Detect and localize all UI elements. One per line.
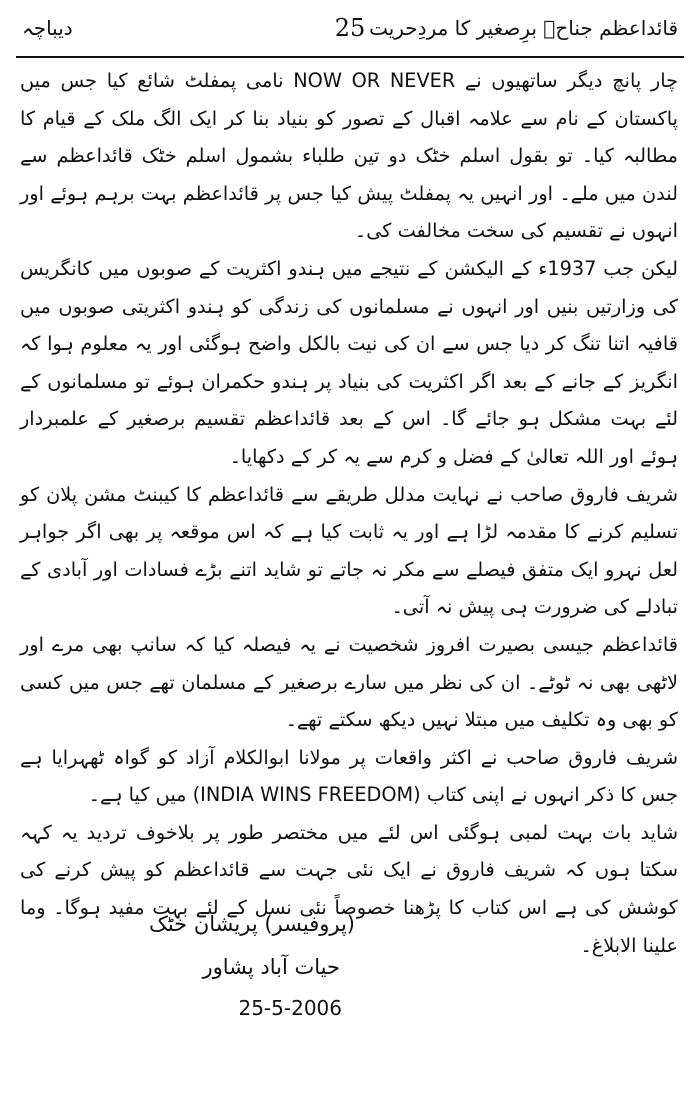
signature-place: حیات آباد پشاور bbox=[202, 955, 340, 979]
signature-date: 25-5-2006 bbox=[238, 996, 342, 1020]
paragraph: شریف فاروق صاحب نے اکثر واقعات پر مولانا ابوالکلام آزاد کو گواہ ٹھہرایا ہے جس کا ذکر انہوں نے اپنی کتاب (INDIA WINS FREEDOM) میں کیا ہے۔ bbox=[20, 745, 678, 807]
paragraph: شریف فاروق صاحب نے نہایت مدلل طریقے سے قائداعظم کا کیبنٹ مشن پلان کو تسلیم کرنے کا مقدمہ لڑا ہے اور یہ ثابت کیا ہے کہ اس موقعہ پر بھی اگر جواہر لعل نہرو ایک متفق فیصلے سے مکر نہ جاتے تو شاید اتنے بڑے فسادات اور آبادی کے تبادلے کی ضرورت ہی پیش نہ آتی۔ bbox=[20, 482, 678, 619]
book-title: قائداعظم جناحؒ برِصغیر کا مردِحریت bbox=[369, 16, 678, 40]
paragraph: لیکن جب 1937ء کے الیکشن کے نتیجے میں ہندو اکثریت کے صوبوں میں کانگریس کی وزارتیں بنیں اور انہوں نے مسلمانوں کی زندگی کو ہندو اکثریتی صوبوں میں قافیہ اتنا تنگ کر دیا جس سے ان کی نیت بالکل واضح ہوگئی اور یہ معلوم ہوا کہ انگریز کے جانے کے بعد اگر اکثریت کی بنیاد پر ہندو حکمران ہوئے تو مسلمانوں کے لئے بہت مشکل ہو جائے گا۔ اس کے بعد قائداعظم تقسیم برصغیر کے علمبردار ہوئے اور اللہ تعالیٰ کے فضل و کرم سے یہ کر کے دکھایا۔ bbox=[20, 256, 678, 468]
body-text bbox=[20, 62, 678, 964]
header-rule bbox=[16, 56, 684, 58]
paragraph: قائداعظم جیسی بصیرت افروز شخصیت نے یہ فیصلہ کیا کہ سانپ بھی مرے اور لاٹھی بھی نہ ٹوٹے۔ ان کی نظر میں سارے برصغیر کے مسلمان تھے جس میں کسی کو بھی وہ تکلیف میں مبتلا نہیں دیکھ سکتے تھے۔ bbox=[20, 632, 678, 732]
paragraph: چار پانچ دیگر ساتھیوں نے NOW OR NEVER نامی پمفلٹ شائع کیا جس میں پاکستان کے نام سے علامہ اقبال کے تصور کو بنیاد بنا کر ایک الگ ملک کے قیام کا مطالبہ کیا۔ تو بقول اسلم خٹک دو تین طلباء بشمول اسلم خٹک قائداعظم سے لندن میں ملے۔ اور انہیں یہ پمفلٹ پیش کیا جس پر قائداعظم بہت برہم ہوئے اور انہوں نے تقسیم کی سخت مخالفت کی۔ bbox=[20, 69, 678, 243]
signature-name: (پروفیسر) پریشان خٹک bbox=[149, 912, 355, 936]
page-header bbox=[22, 12, 678, 52]
paragraph: شاید بات بہت لمبی ہوگئی اس لئے میں مختصر طور پر بلاخوف تردید یہ کہہ سکتا ہوں کہ شریف فاروق نے ایک نئی جہت سے قائداعظم کو پیش کرنے کی کوشش کی ہے اس کتاب کا پڑھنا خصوصاً نئی نسل کے لئے بہت مفید ہوگا۔ وما علینا الابلاغ۔ bbox=[20, 820, 678, 957]
page-number: 25 bbox=[334, 14, 366, 42]
section-title: دیباچہ bbox=[22, 16, 73, 40]
